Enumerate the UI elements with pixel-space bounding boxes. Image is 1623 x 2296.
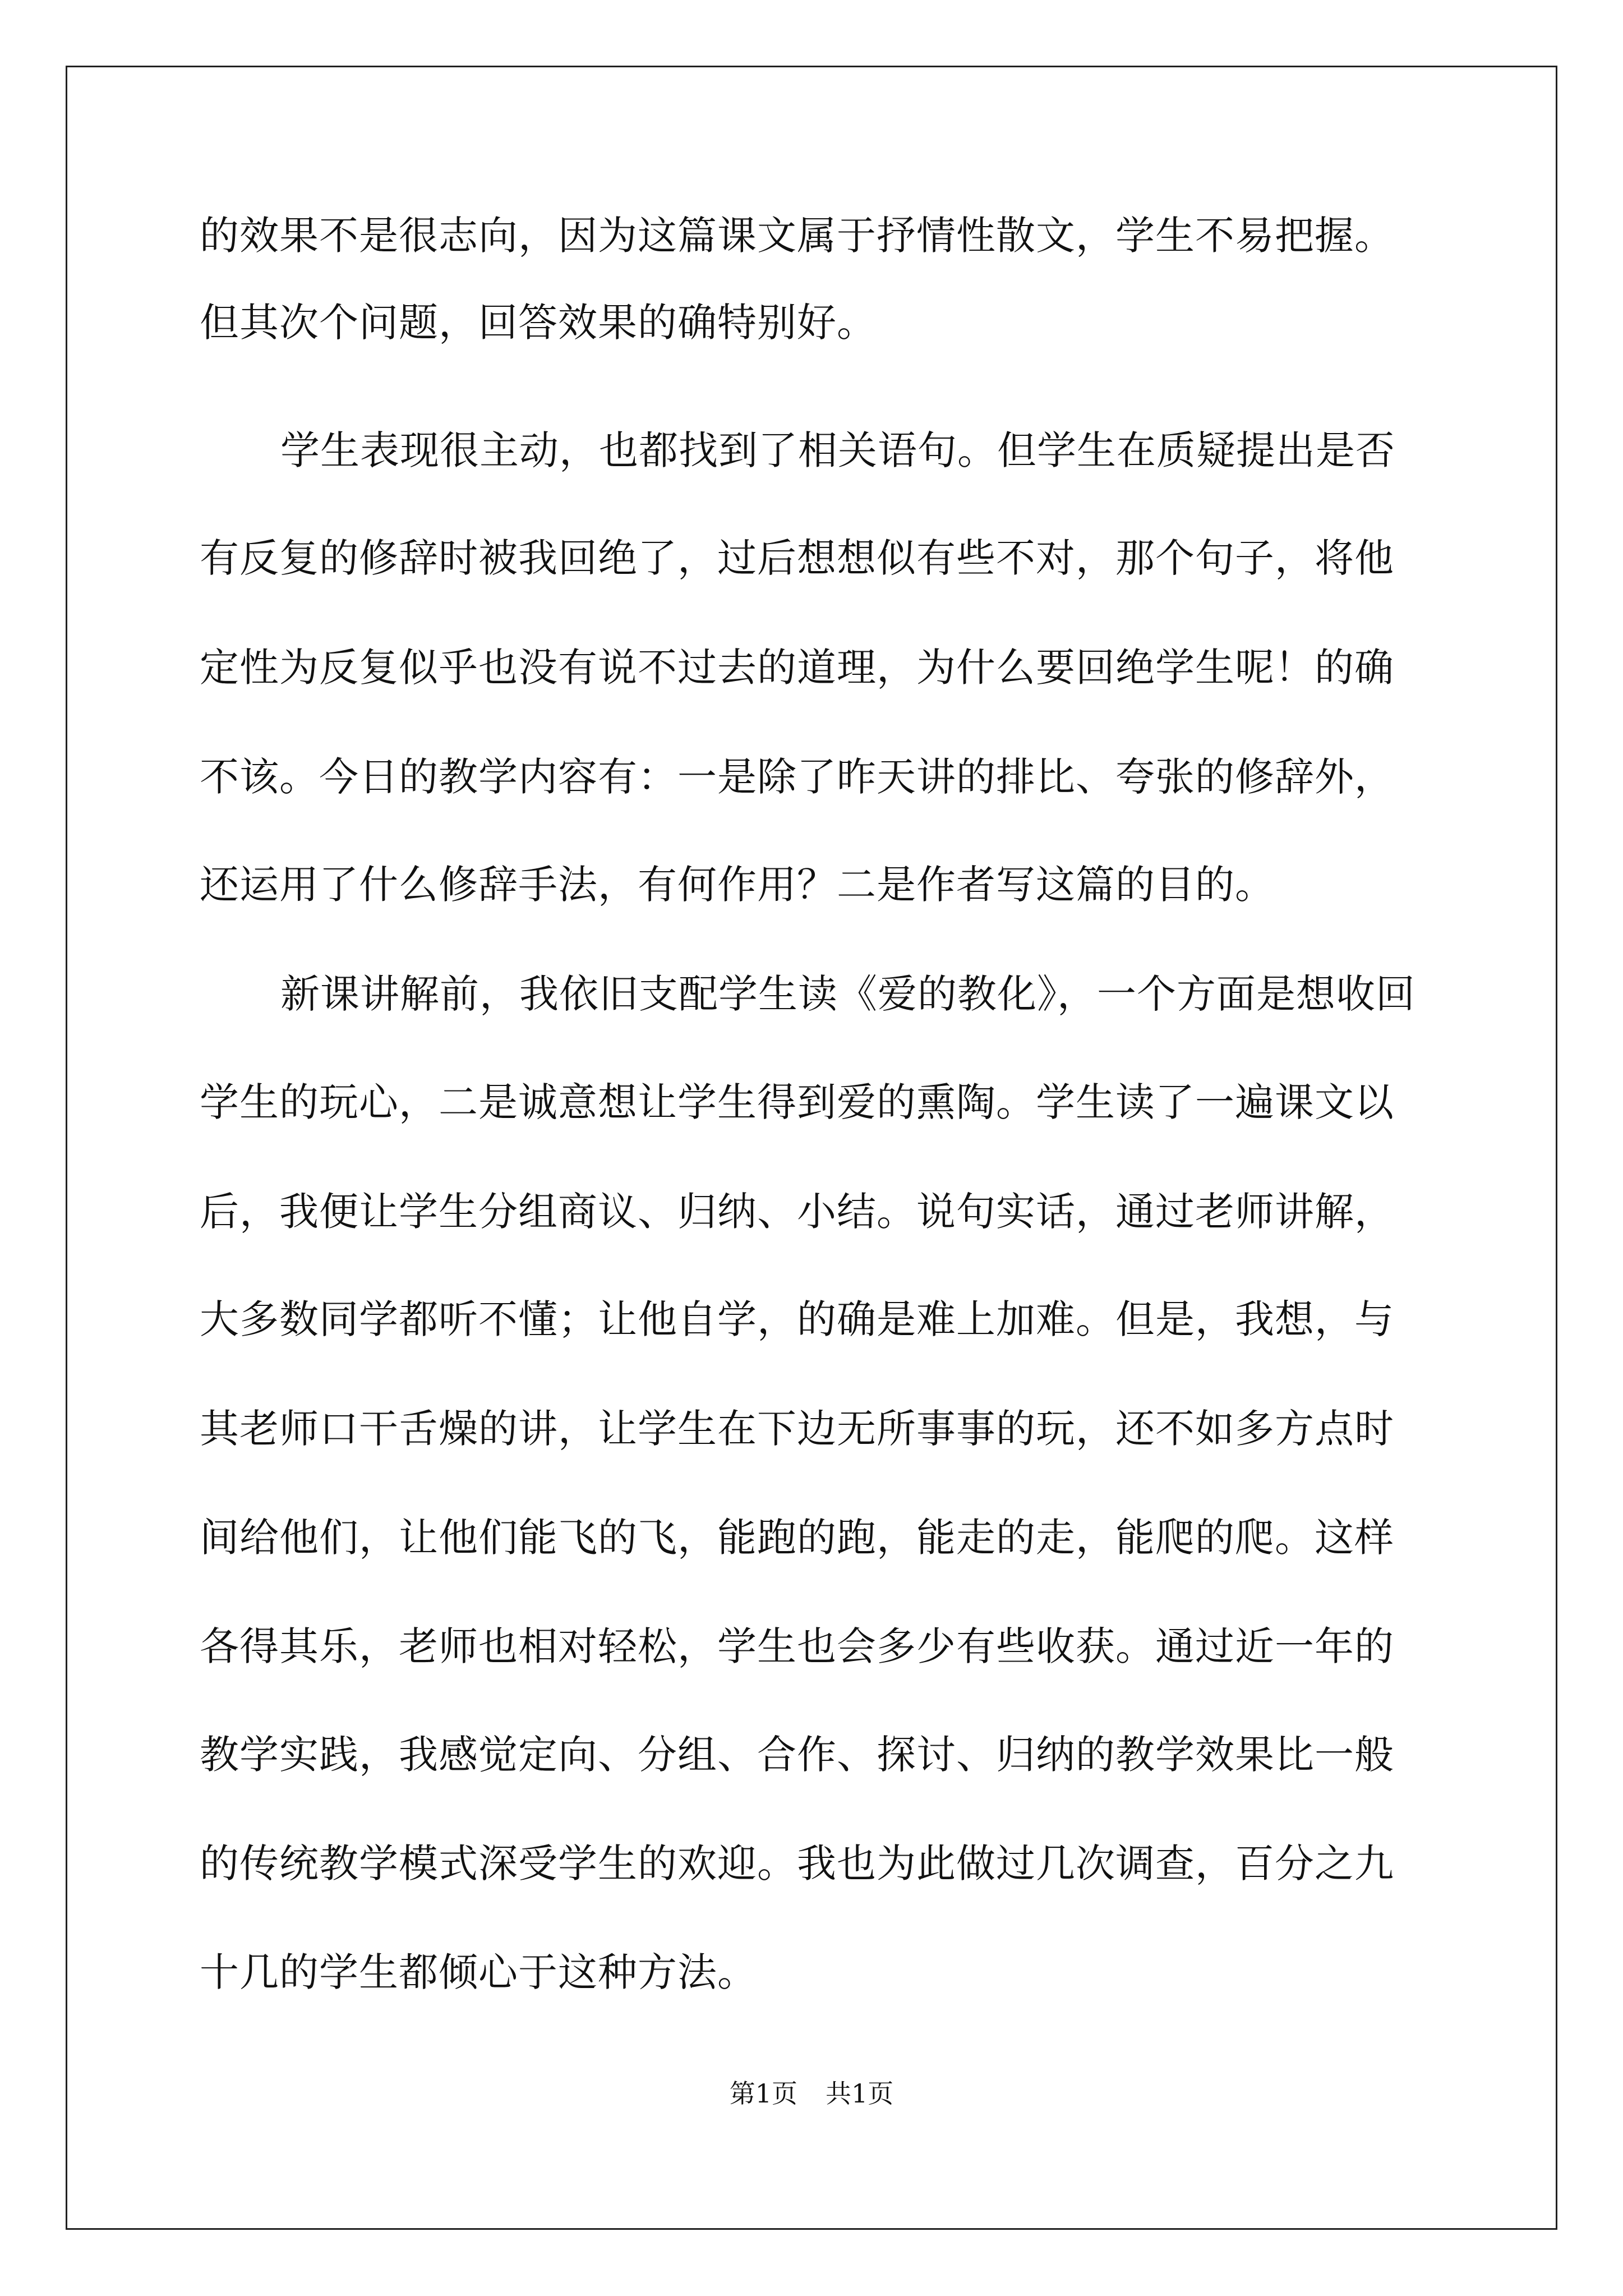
text-line: 教学实践，我感觉定向、分组、合作、探讨、归纳的教学效果比一般: [200, 1732, 1394, 1778]
page-number-current: 第1页: [729, 2078, 797, 2109]
text-line: 的效果不是很志向，因为这篇课文属于抒情性散文，学生不易把握。: [200, 213, 1394, 259]
page-footer: [0, 2077, 1623, 2110]
page-number-total: 共1页: [826, 2078, 894, 2109]
text-line: 大多数同学都听不懂；让他自学，的确是难上加难。但是，我想，与: [200, 1296, 1394, 1342]
text-line: 的传统教学模式深受学生的欢迎。我也为此做过几次调查，百分之九: [200, 1841, 1394, 1887]
text-line: 学生的玩心，二是诚意想让学生得到爱的熏陶。学生读了一遍课文以: [200, 1079, 1394, 1125]
text-line: 其老师口干舌燥的讲，让学生在下边无所事事的玩，还不如多方点时: [200, 1406, 1394, 1452]
paragraph-start-line: 新课讲解前，我依旧支配学生读《爱的教化》，一个方面是想收回: [280, 971, 1415, 1017]
text-line: 定性为反复似乎也没有说不过去的道理，为什么要回绝学生呢！的确: [200, 645, 1394, 691]
paragraph-start-line: 学生表现很主动，也都找到了相关语句。但学生在质疑提出是否: [280, 427, 1395, 473]
text-line: 还运用了什么修辞手法，有何作用？二是作者写这篇的目的。: [200, 862, 1275, 908]
text-line: 但其次个问题，回答效果的确特别好。: [200, 300, 877, 346]
page-border: [66, 66, 1557, 2230]
text-line: 各得其乐，老师也相对轻松，学生也会多少有些收获。通过近一年的: [200, 1623, 1394, 1669]
text-line: 不该。今日的教学内容有：一是除了昨天讲的排比、夸张的修辞外，: [200, 754, 1394, 800]
text-line: 间给他们，让他们能飞的飞，能跑的跑，能走的走，能爬的爬。这样: [200, 1515, 1394, 1561]
text-line: 十几的学生都倾心于这种方法。: [200, 1949, 757, 1995]
text-line: 有反复的修辞时被我回绝了，过后想想似有些不对，那个句子，将他: [200, 535, 1394, 581]
text-line: 后，我便让学生分组商议、归纳、小结。说句实话，通过老师讲解，: [200, 1189, 1394, 1235]
